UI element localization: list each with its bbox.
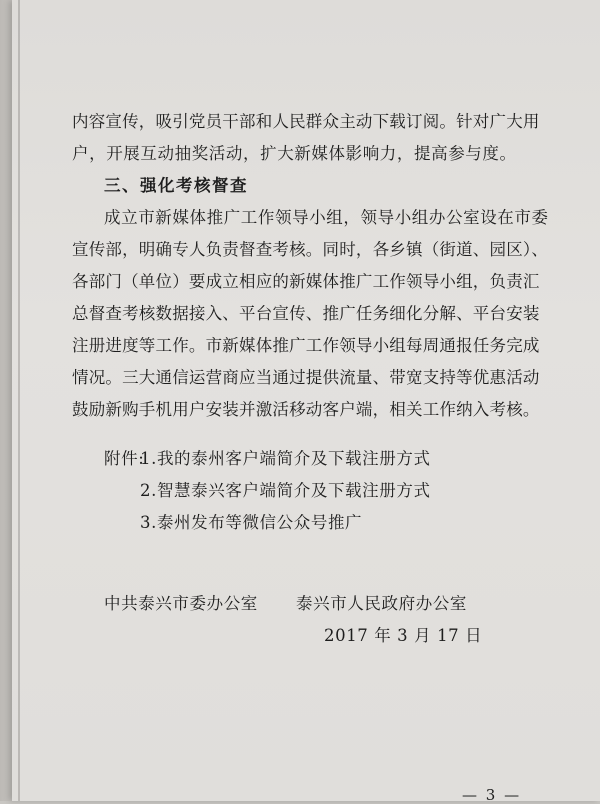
body-line-6: 总督查考核数据接入、平台宣传、推广任务细化分解、平台安装 [72, 304, 540, 323]
page-edge [18, 0, 20, 801]
signature-org-party: 中共泰兴市委办公室 [104, 594, 258, 613]
body-line-3: 成立市新媒体推广工作领导小组，领导小组办公室设在市委 [104, 208, 549, 227]
body-line-7: 注册进度等工作。市新媒体推广工作领导小组每周通报任务完成 [72, 336, 540, 355]
body-line-1: 内容宣传，吸引党员干部和人民群众主动下载订阅。针对广大用 [72, 112, 540, 131]
body-line-5: 各部门（单位）要成立相应的新媒体推广工作领导小组，负责汇 [72, 272, 540, 291]
attachment-item-3: 3.泰州发布等微信公众号推广 [140, 513, 363, 532]
attachment-item-1: 1.我的泰州客户端简介及下载注册方式 [140, 449, 431, 468]
body-line-9: 鼓励新购手机用户安装并激活移动客户端，相关工作纳入考核。 [72, 400, 540, 419]
page-number: — 3 — [462, 786, 522, 804]
section-heading: 三、强化考核督查 [104, 176, 248, 195]
attachment-item-2: 2.智慧泰兴客户端简介及下载注册方式 [140, 481, 431, 500]
body-line-8: 情况。三大通信运营商应当通过提供流量、带宽支持等优惠活动 [72, 368, 540, 387]
signature-org-government: 泰兴市人民政府办公室 [296, 594, 467, 613]
attachment-label: 附件: [104, 449, 145, 468]
issue-date: 2017 年 3 月 17 日 [324, 626, 483, 645]
body-line-4: 宣传部，明确专人负责督查考核。同时，各乡镇（街道、园区）、 [72, 240, 549, 259]
body-line-2: 户，开展互动抽奖活动，扩大新媒体影响力，提高参与度。 [72, 144, 517, 163]
